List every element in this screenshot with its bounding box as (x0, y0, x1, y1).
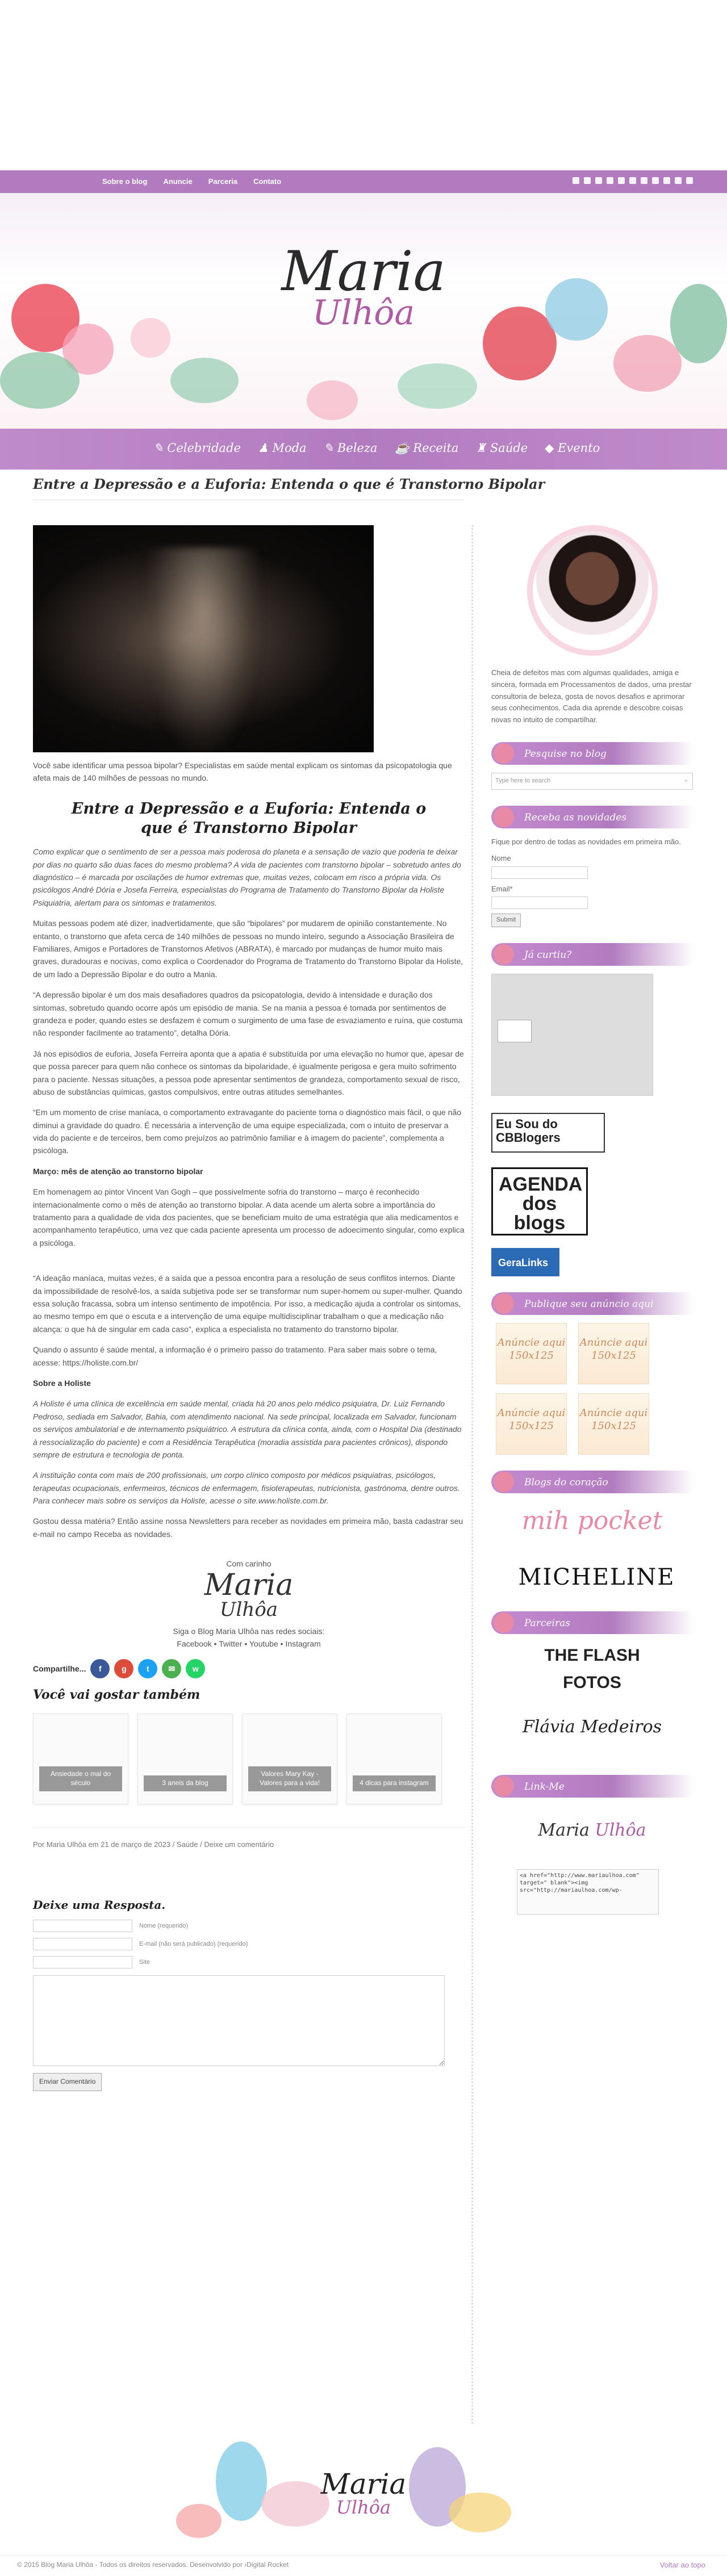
cat-saude[interactable]: ♜ Saúde (475, 441, 528, 455)
paragraph: Em homenagem ao pintor Vincent Van Gogh – que possivelmente sofria do transtorno – março é reconhecido internacionalmente como o mês de atenção ao transtorno bipolar. A data acende um alerta sobre a importância do tratamento para a qualidade de vida dos pacientes, que se beneficiam muito de uma estratégia que alia medicamentos e acompanhamento terapêutico, uma vez que cada paciente apresenta um processo de adoecimento singular, como explica a psicóloga. (33, 1187, 465, 1247)
leaf-decor (670, 284, 727, 363)
ad-grid (496, 1323, 693, 1455)
geralinks-badge[interactable]: GeraLinks (491, 1248, 559, 1276)
paragraph: “Em um momento de crise maníaca, o comportamento extravagante do paciente torna o diagnóstico mais fácil, o que não diminui a gravidade do quadro. É necessária a intervenção de uma equipe especializada, com o intuito de preservar a vida do paciente e de terceiros, bem como prejuízos ao patrimônio familiar e à imagem do paciente”, complementa a psicóloga. (33, 1108, 462, 1155)
search-icon[interactable]: ⌕ (684, 777, 688, 785)
facebook-icon[interactable] (595, 177, 602, 184)
newsletter-email-input[interactable] (491, 897, 588, 909)
flower-decor (545, 278, 608, 341)
cbblogers-badge[interactable]: Eu Sou do CBBlogers (491, 1113, 605, 1153)
flower-icon (494, 1612, 514, 1633)
cat-moda[interactable]: ♟ Moda (257, 441, 307, 455)
whatsapp-share-icon[interactable]: w (186, 1659, 205, 1678)
paragraph: A instituição conta com mais de 200 profissionais, um corpo clínico composto por médicos psiquiatras, psicólogos, terapeutas ocupacionais, enfermeiros, técnicos de enfermagem, fisioterapeutas, nutricionista, gastrónoma, dentre outros. Para conhecer mais sobre os serviços da Holiste, acesse o site.www.holiste.com.br. (33, 1471, 460, 1506)
newsletter-name-input[interactable] (491, 866, 588, 879)
email-icon[interactable] (686, 177, 693, 184)
ad-slot[interactable]: Anúncie aqui 150x125 (496, 1323, 567, 1384)
share-label: Compartilhe... (33, 1664, 86, 1674)
link-code-box[interactable]: <a href="http://www.mariaulhoa.com" target=" blank"><img src="http://mariaulhoa.com/wp- (517, 1869, 659, 1915)
twitter-icon[interactable] (573, 177, 579, 184)
twitter-share-icon[interactable]: t (138, 1659, 157, 1678)
ad-slot[interactable]: Anúncie aqui 150x125 (578, 1323, 649, 1384)
newsletter-text: Fique por dentro de todas as novidades em primeira mão. (491, 837, 681, 846)
copyright-text: © 2015 Blog Maria Ulhôa - Todos os direitos reservados. Desenvolvido por ›Digital Rocket (17, 2561, 289, 2569)
youtube-icon[interactable] (584, 177, 591, 184)
agenda-badge[interactable]: AGENDA dos blogs (491, 1167, 588, 1235)
flower-decor (613, 335, 682, 392)
reply-title: Deixe uma Resposta. (33, 1898, 166, 1912)
name-label: Nome (491, 853, 511, 862)
leaf-decor (170, 358, 239, 403)
related-post-card[interactable]: Ansiedade o mal do século (33, 1714, 128, 1804)
name-input[interactable] (33, 1920, 132, 1932)
flower-icon (494, 743, 514, 764)
share-bar (33, 1659, 465, 1678)
related-title: Você vai gostar também (33, 1687, 200, 1703)
subheading: Sobre a Holiste (33, 1378, 91, 1388)
nav-sobre[interactable]: Sobre o blog (102, 177, 148, 186)
nav-anuncie[interactable]: Anuncie (163, 177, 193, 186)
tumblr-icon[interactable] (652, 177, 659, 184)
flower-icon (494, 807, 514, 827)
column-divider (471, 525, 476, 2427)
paint-decor (216, 2441, 267, 2521)
widget-title: Publique seu anúncio aqui (491, 1292, 693, 1315)
follow-links[interactable]: Facebook • Twitter • Youtube • Instagram (177, 1639, 321, 1649)
related-post-card[interactable]: 4 dicas para instagram (346, 1714, 442, 1804)
linkedin-icon[interactable] (629, 177, 636, 184)
top-navigation-bar (0, 170, 727, 193)
email-input[interactable] (33, 1938, 132, 1950)
logo-sub: Ulhôa (312, 293, 415, 333)
sidebar (491, 525, 693, 1915)
site-field: Site (33, 1956, 465, 1968)
image-caption: Você sabe identificar uma pessoa bipolar? Especialistas em saúde mental explicam os sintomas da psicopatologia que afeta mais de 140 milhões de pessoas no mundo. (33, 761, 452, 783)
footer-logo[interactable]: Maria Ulhôa (320, 2468, 407, 2518)
paragraph: Quando o assunto é saúde mental, a informação é o primeiro passo do tratamento. Para saber mais sobre o tema, acesse: https://holiste.com.br/ (33, 1345, 437, 1367)
paragraph: Como explicar que o sentimento de ser a pessoa mais poderosa do planeta e a sensação de vazio que poderia te deixar por dias no quarto são duas faces do mesmo problema? A vida de pacientes com transtorno bipolar – sobretudo antes do diagnóstico – é marcada por oscilações de humor extremas que, muitas vezes, colocam em risco a própria vida. Os psicólogos André Dória e Josefa Ferreira, especialistas do Programa de Tratamento do Transtorno Bipolar da Holiste Psiquiatria, alertam para os sintomas e tratamentos. (33, 847, 461, 907)
widget-title: Blogs do coração (491, 1471, 693, 1493)
comment-textarea[interactable] (33, 1975, 445, 2066)
paragraph: Já nos episódios de euforia, Josefa Ferreira aponta que a apatia é substituída por uma elevação no humor que, apesar de que possa parecer para quem não conhece os sintomas da bipolaridade, é igualmente perigosa e gera muito sofrimento para o paciente. Nessas situações, a pessoa pode apresentar sentimentos de grandeza, comportamento sexual de risco, abuso de substâncias químicas, gastos compulsivos, entre outras atitudes semelhantes. (33, 1049, 464, 1096)
flavia-medeiros-logo[interactable]: Flávia Medeiros (522, 1716, 662, 1737)
flower-decor (483, 307, 557, 380)
post-heading: Entre a Depressão e a Euforia: Entenda o que é Transtorno Bipolar (71, 799, 427, 837)
flickr-icon[interactable] (663, 177, 670, 184)
link-me-banner[interactable]: Maria Ulhôa (538, 1820, 646, 1840)
search-input[interactable]: Type here to search ⌕ (491, 773, 693, 790)
nav-parceria[interactable]: Parceria (208, 177, 238, 186)
post-title[interactable]: Entre a Depressão e a Euforia: Entenda o que é Transtorno Bipolar (33, 476, 545, 492)
submit-comment-button[interactable]: Enviar Comentário (33, 2073, 102, 2091)
leaf-decor (398, 363, 477, 409)
logo-main: Maria (281, 240, 446, 303)
flower-icon (494, 944, 514, 965)
widget-title: Link-Me (491, 1775, 693, 1798)
paragraph: A Holiste é uma clínica de excelência em saúde mental, criada há 20 anos pelo médico psiquiatra, Dr. Luiz Fernando Pedroso, sediada em Salvador, Bahia, com atendimento nacional. Na sede principal, localizada em Salvador, funcionam os serviços ambulatorial e de internamento psiquiátrico. A estrutura da clínica conta, ainda, com o Hospital Dia (destinado à ressocialização do paciente) e com a Residência Terapêutica (moradia assistida para pacientes crônicos), dispondo sempre de estrutura e tecnologia de ponta. (33, 1399, 462, 1459)
flower-icon (494, 1472, 514, 1492)
widget-title: Já curtiu? (491, 943, 693, 966)
facebook-share-icon[interactable]: f (90, 1659, 110, 1678)
email-field: E-mail (não será publicado) (requerido) (33, 1938, 465, 1950)
google-share-icon[interactable]: g (114, 1659, 133, 1678)
paint-decor (176, 2504, 222, 2538)
cat-celebridade[interactable]: ✎ Celebridade (153, 441, 241, 455)
signature (33, 1557, 465, 1619)
mih-pocket-logo[interactable]: mih pocket (521, 1506, 663, 1535)
category-navigation (0, 429, 727, 470)
newsletter-submit-button[interactable]: Submit (491, 914, 521, 927)
social-icons (573, 177, 693, 184)
rss-icon[interactable] (675, 177, 682, 184)
related-post-card[interactable]: 3 aneis da blog (137, 1714, 233, 1804)
flower-icon (494, 1776, 514, 1796)
about-text: Cheia de defeitos mas com algumas qualidades, amiga e sincera, formada em Processamentos de dados, uma prestar consultoria de beleza, gosta de novos desafios e aprimorar seus conhecimentos. Cada dia aprende e descobre coisas novas no intuito de compartilhar. (491, 668, 692, 724)
follow-line: Siga o Blog Maria Ulhôa nas redes sociais: (173, 1626, 325, 1636)
widget-title: Receba as novidades (491, 806, 693, 828)
related-post-card[interactable]: Valores Mary Kay - Valores para a vida! (242, 1714, 337, 1804)
paragraph: “A depressão bipolar é um dos mais desafiadores quadros da psicopatologia, devido à intensidade e duração dos sintomas, sobretudo quando ocorre após um episódio de mania. Se na mania a pessoa é tomada por sentimentos de grandeza e poder, quando estes se desfazem é comum o surgimento de uma fase de esvaziamento e ruína, que costuma não responder facilmente ao tratamento”, detalha Dória. (33, 990, 463, 1038)
ad-slot[interactable]: Anúncie aqui 150x125 (578, 1393, 649, 1455)
cat-receita[interactable]: ☕ Receita (394, 441, 459, 455)
facebook-like-box[interactable] (491, 974, 653, 1096)
pinterest-icon[interactable] (607, 177, 613, 184)
widget-title: Pesquise no blog (491, 742, 693, 765)
flower-decor (307, 380, 358, 420)
cat-beleza[interactable]: ✎ Beleza (323, 441, 378, 455)
paragraph: Muitas pessoas podem até dizer, inadvertidamente, que são “bipolares” por mudarem de opinião constantemente. No entanto, o transtorno que afeta cerca de 140 milhões de pessoas no mundo inteiro, segundo a Associação Brasileira de Familiares, Amigos e Portadores de Transtornos Afetivos (ABRATA), é marcado por mudanças de humor muito mais graves, duradouras e nocivas, como explica o Coordenador do Programa de Tratamento do Transtorno Bipolar da Holiste, de um lado a Depressão Bipolar e do outro a Mania. (33, 919, 463, 979)
signature-main: Maria (204, 1568, 294, 1602)
closing-text: Gostou dessa matéria? Então assine nossa Newsletters para receber as novidades em primeira mão, basta cadastrar seu e-mail no campo Receba as novidades. (33, 1517, 463, 1539)
related-posts (33, 1714, 465, 1804)
email-share-icon[interactable]: ✉ (162, 1659, 181, 1678)
paint-decor (449, 2493, 511, 2532)
subheading: Março: mês de atenção ao transtorno bipolar (33, 1166, 203, 1176)
site-header (0, 193, 727, 429)
paragraph: “A ideação maníaca, muitas vezes, é a saída que a pessoa encontra para a resolução de seus conflitos internos. Diante da impossibilidade de resolvê-los, a saída subjetiva pode ser se transformar num super-homem ou super-mulher. Quando essa solução fracassa, sobra um intenso sentimento de impotência. Por isso, a medicação ajuda a controlar os sintomas, ao mesmo tempo em que o escuta e a intervenção de uma equipe multidisciplinar trabalham o que a medicação não alcança: o que há de singular em cada caso”, explica a especialista no tratamento do transtorno bipolar. (33, 1274, 462, 1334)
post-image (33, 525, 374, 752)
author-avatar (527, 525, 658, 656)
google-plus-icon[interactable] (618, 177, 625, 184)
site-input[interactable] (33, 1956, 132, 1968)
cat-evento[interactable]: ◆ Evento (545, 441, 600, 455)
signature-sub: Ulhôa (219, 1598, 278, 1621)
post-content (33, 525, 465, 2091)
the-flash-logo[interactable]: THE FLASH FOTOS (544, 1645, 640, 1692)
back-to-top-link[interactable]: Voltar ao topo (659, 2561, 705, 2569)
follow-text (33, 1625, 465, 1651)
micheline-logo[interactable]: MICHELINE (518, 1564, 675, 1590)
nav-contato[interactable]: Contato (253, 177, 282, 186)
ad-slot[interactable]: Anúncie aqui 150x125 (496, 1393, 567, 1455)
email-label: Email* (491, 884, 513, 893)
widget-title: Parceiras (491, 1611, 693, 1634)
site-footer (0, 2424, 727, 2576)
flower-icon (494, 1293, 514, 1314)
leaf-decor (0, 352, 80, 409)
site-logo[interactable] (267, 240, 460, 333)
signature-small: Com carinho (226, 1559, 271, 1569)
flower-decor (131, 318, 170, 358)
instagram-icon[interactable] (641, 177, 647, 184)
post-meta[interactable]: Por Maria Ulhôa em 21 de março de 2023 / Saúde / Deixe um comentário (33, 1827, 465, 1851)
name-field: Nome (requerido) (33, 1920, 465, 1932)
